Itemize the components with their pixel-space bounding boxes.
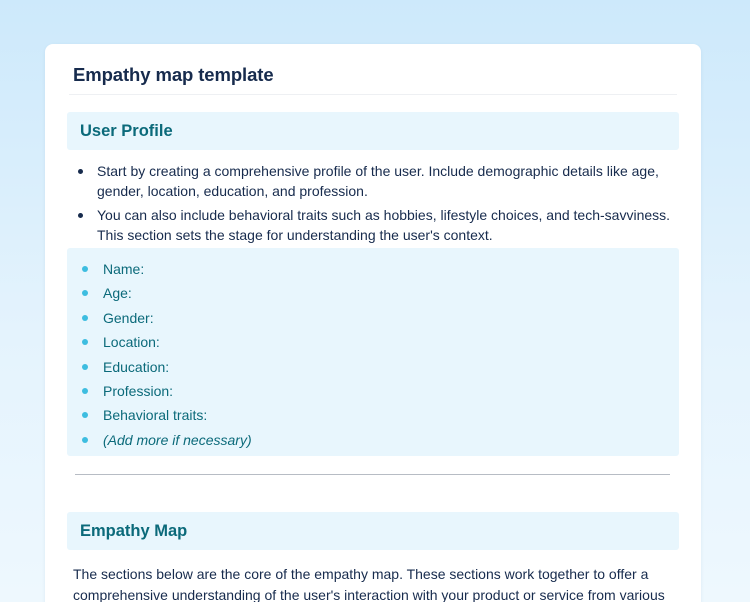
field-label: (Add more if necessary)	[103, 431, 252, 448]
bullet-icon	[82, 290, 88, 296]
profile-field-location	[79, 332, 252, 356]
user-profile-fields-panel	[67, 248, 679, 456]
title-underline	[69, 94, 677, 95]
list-item	[75, 161, 675, 201]
field-label: Behavioral traits:	[103, 407, 208, 424]
user-profile-fields-list	[79, 259, 252, 454]
profile-field-age	[79, 283, 252, 307]
profile-field-add-more	[79, 430, 252, 454]
list-item-text: You can also include behavioral traits such as hobbies, lifestyle choices, and tech-savviness. This section sets the stage for understanding the user's context.	[97, 207, 671, 243]
bullet-icon	[82, 364, 88, 370]
bullet-icon	[82, 437, 88, 443]
bullet-icon	[82, 266, 88, 272]
field-label: Location:	[103, 334, 160, 351]
field-label: Age:	[103, 285, 132, 302]
field-label: Education:	[103, 358, 170, 375]
document-card	[45, 44, 701, 602]
bullet-icon	[78, 169, 83, 174]
bullet-icon	[78, 213, 83, 218]
bullet-icon	[82, 412, 88, 418]
page-title: Empathy map template	[73, 64, 274, 85]
profile-field-gender	[79, 308, 252, 332]
field-label: Gender:	[103, 309, 154, 326]
user-profile-intro-list	[75, 161, 675, 249]
bullet-icon	[82, 339, 88, 345]
profile-field-name	[79, 259, 252, 283]
list-item-text: Start by creating a comprehensive profile of the user. Include demographic details like age, gender, location, education, and profession.	[97, 163, 659, 199]
profile-field-profession	[79, 381, 252, 405]
bullet-icon	[82, 388, 88, 394]
list-item	[75, 205, 675, 245]
profile-field-education	[79, 357, 252, 381]
section-divider	[75, 474, 670, 475]
profile-field-behavioral-traits	[79, 405, 252, 429]
section-heading-empathy-map: Empathy Map	[67, 512, 679, 550]
empathy-map-intro-text: The sections below are the core of the empathy map. These sections work together to offer a comprehensive understanding of the user's interaction with your product or service from various	[73, 566, 665, 602]
field-label: Profession:	[103, 382, 174, 399]
section-heading-user-profile: User Profile	[67, 112, 679, 150]
bullet-icon	[82, 315, 88, 321]
field-label: Name:	[103, 261, 145, 277]
